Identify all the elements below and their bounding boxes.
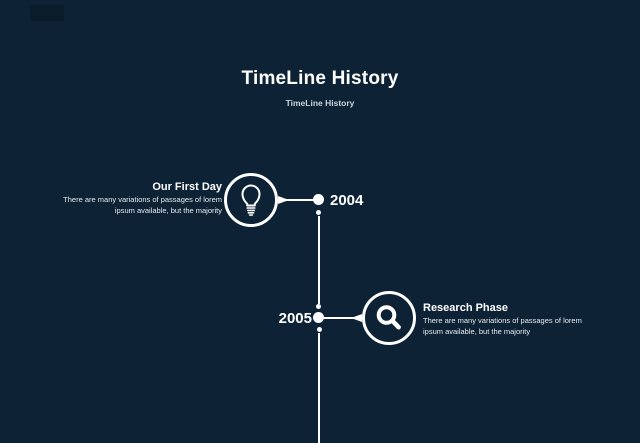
timeline-minor-dot [316, 210, 321, 215]
event-description: There are many variations of passages of lorem ipsum available, but the majority [63, 195, 222, 215]
event-icon-ring [224, 173, 278, 227]
event-title: Research Phase [423, 302, 508, 314]
event-icon-ring [362, 291, 416, 345]
connector-line [324, 317, 354, 319]
lightbulb-icon [231, 180, 271, 220]
timeline-minor-dot [317, 327, 322, 332]
timeline-axis-segment [318, 333, 320, 443]
corner-accent-rect [30, 5, 64, 21]
year-label-2004: 2004 [330, 192, 364, 209]
connector-arrow [351, 314, 362, 322]
event-description: There are many variations of passages of lorem ipsum available, but the majority [423, 316, 582, 336]
timeline-node-dot-2005 [313, 312, 324, 323]
timeline-axis-segment [318, 216, 320, 304]
event-title: Our First Day [152, 181, 222, 193]
timeline-event-2005 [423, 302, 601, 337]
timeline-event-2004 [44, 181, 222, 216]
timeline-minor-dot [316, 304, 321, 309]
connector-line [283, 199, 315, 201]
magnifier-icon [369, 298, 409, 338]
page-title: TimeLine History [241, 68, 399, 89]
year-label-2005: 2005 [278, 310, 312, 327]
page-subtitle: TimeLine History [285, 98, 355, 108]
